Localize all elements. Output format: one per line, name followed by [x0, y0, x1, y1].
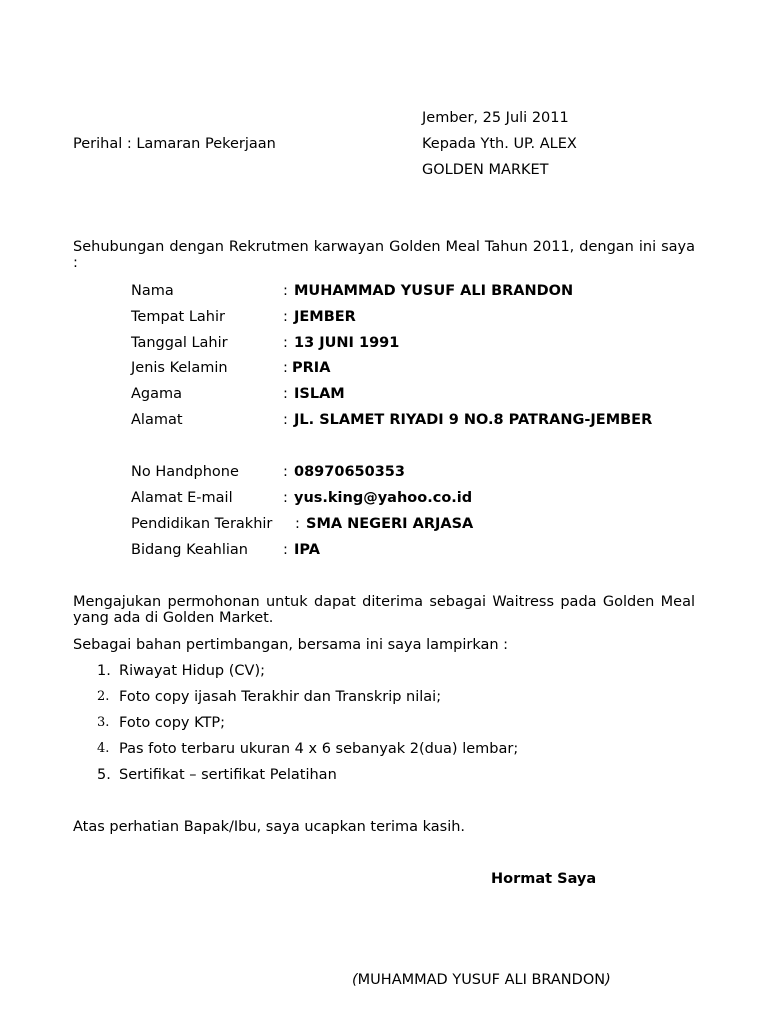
attachment-number: 2. [97, 689, 110, 704]
detail-separator: : [283, 542, 288, 558]
detail-separator: : [283, 412, 288, 428]
detail-separator: : [283, 360, 288, 376]
attachment-number: 3. [97, 715, 110, 730]
detail-separator: : [295, 516, 300, 532]
letter-subject: Perihal : Lamaran Pekerjaan [73, 136, 276, 152]
application-paragraph: Mengajukan permohonan untuk dapat diterima sebagai Waitress pada Golden Meal yang ada di Golden Market. [73, 594, 695, 626]
attachment-text: Foto copy ijasah Terakhir dan Transkrip nilai; [119, 689, 442, 705]
detail-label: Agama [131, 386, 183, 402]
attachment-number: 4. [97, 741, 110, 756]
detail-separator: : [283, 335, 288, 351]
closing-sentence: Atas perhatian Bapak/Ibu, saya ucapkan terima kasih. [73, 819, 466, 835]
detail-label: Bidang Keahlian [131, 542, 248, 558]
detail-value: MUHAMMAD YUSUF ALI BRANDON [294, 283, 574, 299]
letter-date: Jember, 25 Juli 2011 [422, 110, 569, 126]
detail-label: Nama [131, 283, 174, 299]
recipient-line-1: Kepada Yth. UP. ALEX [422, 136, 577, 152]
intro-paragraph: Sehubungan dengan Rekrutmen karwayan Golden Meal Tahun 2011, dengan ini saya : [73, 239, 695, 271]
detail-label: Alamat E-mail [131, 490, 233, 506]
detail-value: 08970650353 [294, 464, 405, 480]
signature-name-text: MUHAMMAD YUSUF ALI BRANDON [357, 972, 606, 988]
detail-separator: : [283, 464, 288, 480]
detail-label: Tanggal Lahir [131, 335, 228, 351]
detail-label: Pendidikan Terakhir [131, 516, 273, 532]
detail-separator: : [283, 309, 288, 325]
recipient-line-2: GOLDEN MARKET [422, 162, 549, 178]
signature-name [352, 971, 611, 989]
attachment-number: 1. [97, 663, 111, 679]
detail-separator: : [283, 386, 288, 402]
detail-value: SMA NEGERI ARJASA [306, 516, 474, 532]
detail-value: JL. SLAMET RIYADI 9 NO.8 PATRANG-JEMBER [294, 412, 653, 428]
attachment-text: Pas foto terbaru ukuran 4 x 6 sebanyak 2(dua) lembar; [119, 741, 519, 757]
attachment-number: 5. [97, 767, 111, 783]
detail-value: IPA [294, 542, 320, 558]
attachment-text: Sertifikat – sertifikat Pelatihan [119, 767, 337, 783]
detail-label: No Handphone [131, 464, 239, 480]
detail-label: Alamat [131, 412, 183, 428]
signoff: Hormat Saya [491, 871, 597, 887]
detail-label: Jenis Kelamin [131, 360, 228, 376]
detail-value: yus.king@yahoo.co.id [294, 490, 473, 506]
detail-value: 13 JUNI 1991 [294, 335, 400, 351]
detail-separator: : [283, 490, 288, 506]
detail-separator: : [283, 283, 288, 299]
detail-value: PRIA [292, 360, 331, 376]
detail-value: ISLAM [294, 386, 345, 402]
attachments-intro: Sebagai bahan pertimbangan, bersama ini saya lampirkan : [73, 637, 509, 653]
attachment-text: Foto copy KTP; [119, 715, 225, 731]
signature-close-paren: ) [605, 972, 611, 988]
attachment-text: Riwayat Hidup (CV); [119, 663, 265, 679]
detail-value: JEMBER [294, 309, 356, 325]
detail-label: Tempat Lahir [131, 309, 225, 325]
signature-open-paren: ( [352, 972, 358, 988]
